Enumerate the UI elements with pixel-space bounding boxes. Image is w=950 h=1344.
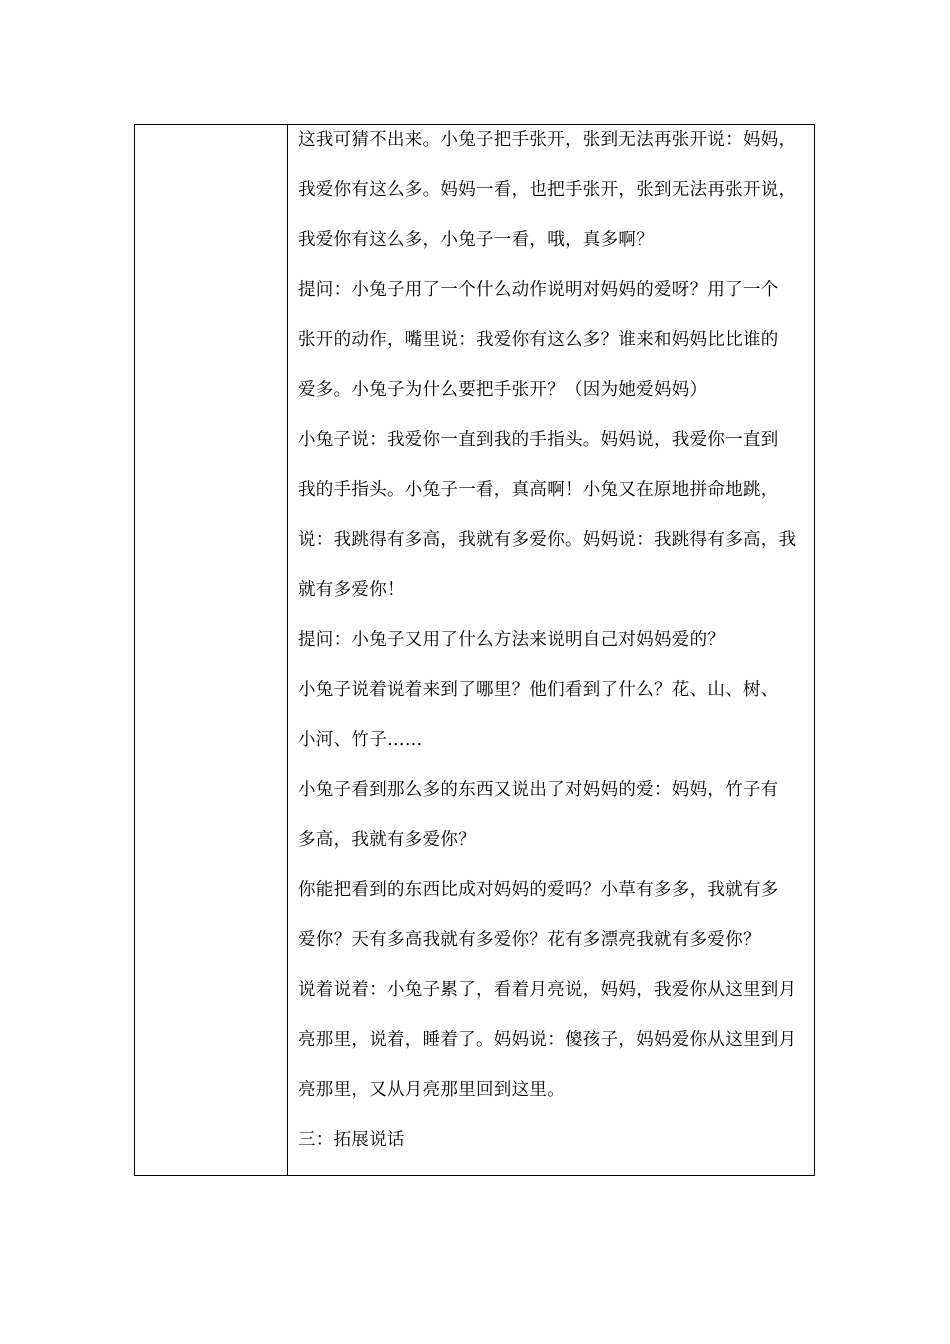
text-line-10: 就有多爱你！ xyxy=(298,580,405,600)
section-heading: 三：拓展说话 xyxy=(298,1130,405,1150)
text-line-1: 这我可猜不出来。小兔子把手张开，张到无法再张开说：妈妈， xyxy=(298,130,797,150)
text-line-8: 我的手指头。小兔子一看，真高啊！小兔又在原地拼命地跳， xyxy=(298,480,779,500)
text-line-14: 小兔子看到那么多的东西又说出了对妈妈的爱：妈妈，竹子有 xyxy=(298,780,779,800)
text-line-16: 你能把看到的东西比成对妈妈的爱吗？小草有多多，我就有多 xyxy=(298,880,779,900)
text-line-18: 说着说着：小兔子累了，看着月亮说，妈妈，我爱你从这里到月 xyxy=(298,980,797,1000)
text-line-11: 提问：小兔子又用了什么方法来说明自己对妈妈爱的？ xyxy=(298,630,726,650)
text-line-19: 亮那里，说着，睡着了。妈妈说：傻孩子，妈妈爱你从这里到月 xyxy=(298,1030,797,1050)
text-line-13: 小河、竹子…… xyxy=(298,730,423,750)
text-line-15: 多高，我就有多爱你？ xyxy=(298,830,476,850)
left-column-cell xyxy=(135,125,288,1175)
text-line-3: 我爱你有这么多，小兔子一看，哦，真多啊？ xyxy=(298,230,654,250)
right-column-cell xyxy=(288,125,814,1175)
text-line-4: 提问：小兔子用了一个什么动作说明对妈妈的爱呀？用了一个 xyxy=(298,280,779,300)
text-line-12: 小兔子说着说着来到了哪里？他们看到了什么？花、山、树、 xyxy=(298,680,779,700)
text-line-20: 亮那里，又从月亮那里回到这里。 xyxy=(298,1080,565,1100)
text-line-5: 张开的动作，嘴里说：我爱你有这么多？谁来和妈妈比比谁的 xyxy=(298,330,779,350)
text-line-7: 小兔子说：我爱你一直到我的手指头。妈妈说，我爱你一直到 xyxy=(298,430,779,450)
text-line-9: 说：我跳得有多高，我就有多爱你。妈妈说：我跳得有多高，我 xyxy=(298,530,797,550)
text-line-17: 爱你？天有多高我就有多爱你？花有多漂亮我就有多爱你？ xyxy=(298,930,761,950)
text-line-6: 爱多。小兔子为什么要把手张开？（因为她爱妈妈） xyxy=(298,380,708,400)
lesson-table xyxy=(134,124,815,1176)
text-line-2: 我爱你有这么多。妈妈一看，也把手张开，张到无法再张开说， xyxy=(298,180,797,200)
